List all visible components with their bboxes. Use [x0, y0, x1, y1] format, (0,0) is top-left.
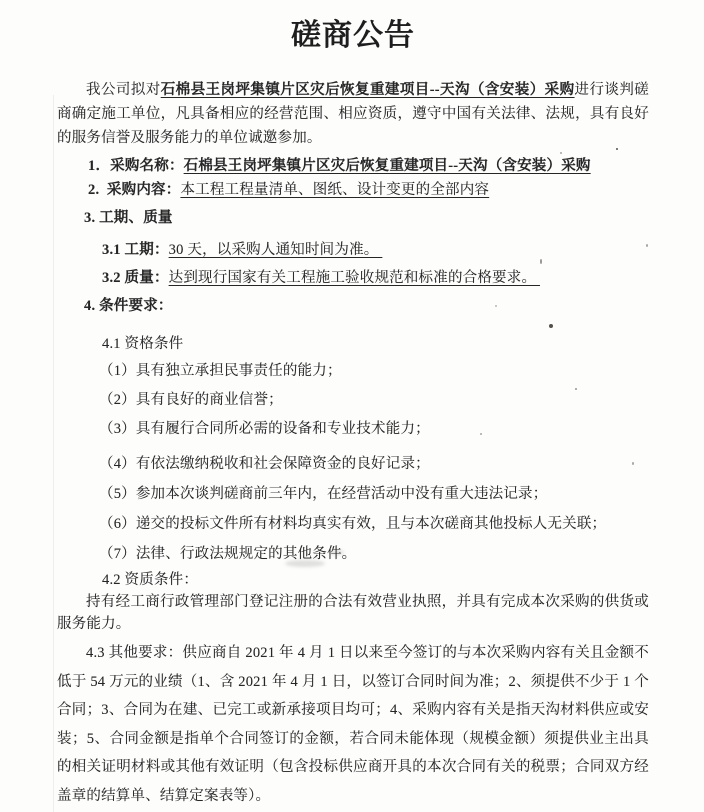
- text-segment: （1）具有独立承担民事责任的能力；: [99, 363, 342, 379]
- text-segment: 4.1 资格条件: [102, 336, 184, 352]
- section-4-heading: [84, 294, 649, 318]
- document-content: [57, 0, 649, 810]
- document-body: [57, 78, 649, 810]
- item-3-2-quality: [102, 266, 649, 290]
- condition-1: [99, 360, 649, 382]
- condition-6: [99, 513, 649, 535]
- item-4-1-qualification: [102, 332, 649, 356]
- scan-smudge: [330, 550, 344, 555]
- text-segment: （3）具有履行合同所必需的设备和专业技术能力；: [99, 421, 430, 437]
- text-segment: 石棉县王岗坪集镇片区灾后恢复重建项目--天沟（含安装）采购: [160, 82, 575, 98]
- text-segment: 3.1 工期：: [102, 242, 169, 258]
- text-segment: 4.2 资质条件：: [102, 572, 199, 588]
- scan-speck: [560, 152, 562, 154]
- scan-speck: [646, 244, 648, 247]
- item-3-1-duration: [102, 238, 649, 262]
- condition-3: [99, 418, 649, 440]
- condition-4: [99, 453, 649, 475]
- condition-5: [99, 483, 649, 505]
- text-segment: （4）有依法缴纳税收和社会保障资金的良好记录；: [99, 456, 430, 472]
- text-segment: 本工程工程量清单、图纸、设计变更的全部内容: [180, 182, 490, 198]
- text-segment: 进行谈判磋商确定施工单位，凡具备相应的经营范围、相应资质，遵守中国有关法律、法规，具有良好的服务信誉及服务能力的单位诚邀参加。: [57, 82, 650, 146]
- item-purchase-content: [88, 178, 649, 202]
- scan-speck: [540, 259, 542, 264]
- text-segment: 我公司拟对: [86, 82, 161, 98]
- text-segment: 3.2 质量：: [102, 270, 169, 286]
- text-segment: 4. 条件要求：: [84, 298, 173, 314]
- para-4-3-other: [57, 639, 649, 810]
- text-segment: 达到现行国家有关工程施工验收规范和标准的合格要求。: [168, 270, 540, 286]
- scan-smudge: [285, 560, 325, 567]
- section-3-heading: [84, 206, 649, 230]
- item-4-2-credential: [102, 569, 649, 591]
- text-segment: （2）具有良好的商业信誉；: [99, 392, 283, 408]
- scan-speck: [575, 388, 577, 390]
- scan-speck: [632, 462, 634, 465]
- scan-artifact-line: [53, 95, 54, 812]
- text-segment: （7）法律、行政法规规定的其他条件。: [99, 546, 357, 562]
- scan-speck: [616, 148, 618, 150]
- text-segment: 石棉县王岗坪集镇片区灾后恢复重建项目--天沟（含安装）采购: [183, 158, 591, 174]
- item-purchase-name: [88, 154, 649, 178]
- scan-speck: [549, 324, 553, 328]
- text-segment: 2. 采购内容：: [88, 182, 181, 198]
- text-segment: 4.3 其他要求：供应商自 2021 年 4 月 1 日以来至今签订的与本次采购内容有关且金额不低于 54 万元的业绩（1、含 2021 年 4 月 1 日，以签订合同时间为准；2、须提供不少于 1 个合同；3、合同为在建、已完工或新承接项目均可；4、采购内容有关是指天沟材料供应或安装；5、合同金额是指单个合同签订的金额，若合同未能体现（规模金额）须提供业主出具的相关证明材料或其他有效证明（包含投标供应商开具的本次合同有关的税票；合同双方经盖章的结算单、结算定案表等）。: [57, 645, 649, 804]
- page-title: 磋商公告: [291, 19, 415, 52]
- text-segment: 1．采购名称：: [88, 158, 184, 174]
- scan-speck: [480, 433, 482, 435]
- text-segment: （6）递交的投标文件所有材料均真实有效，且与本次磋商其他投标人无关联；: [99, 516, 607, 532]
- text-segment: 3. 工期、质量: [84, 210, 173, 226]
- text-segment: 30 天，以采购人通知时间为准。: [168, 242, 383, 258]
- para-4-2-body: [57, 591, 649, 635]
- text-segment: （5）参加本次谈判磋商前三年内，在经营活动中没有重大违法记录；: [99, 486, 548, 502]
- text-segment: 持有经工商行政管理部门登记注册的合法有效营业执照，并具有完成本次采购的供货或服务能力。: [57, 594, 649, 632]
- condition-7: [99, 543, 649, 565]
- scan-speck: [495, 305, 497, 307]
- condition-2: [99, 389, 649, 411]
- para-intro: [57, 78, 649, 150]
